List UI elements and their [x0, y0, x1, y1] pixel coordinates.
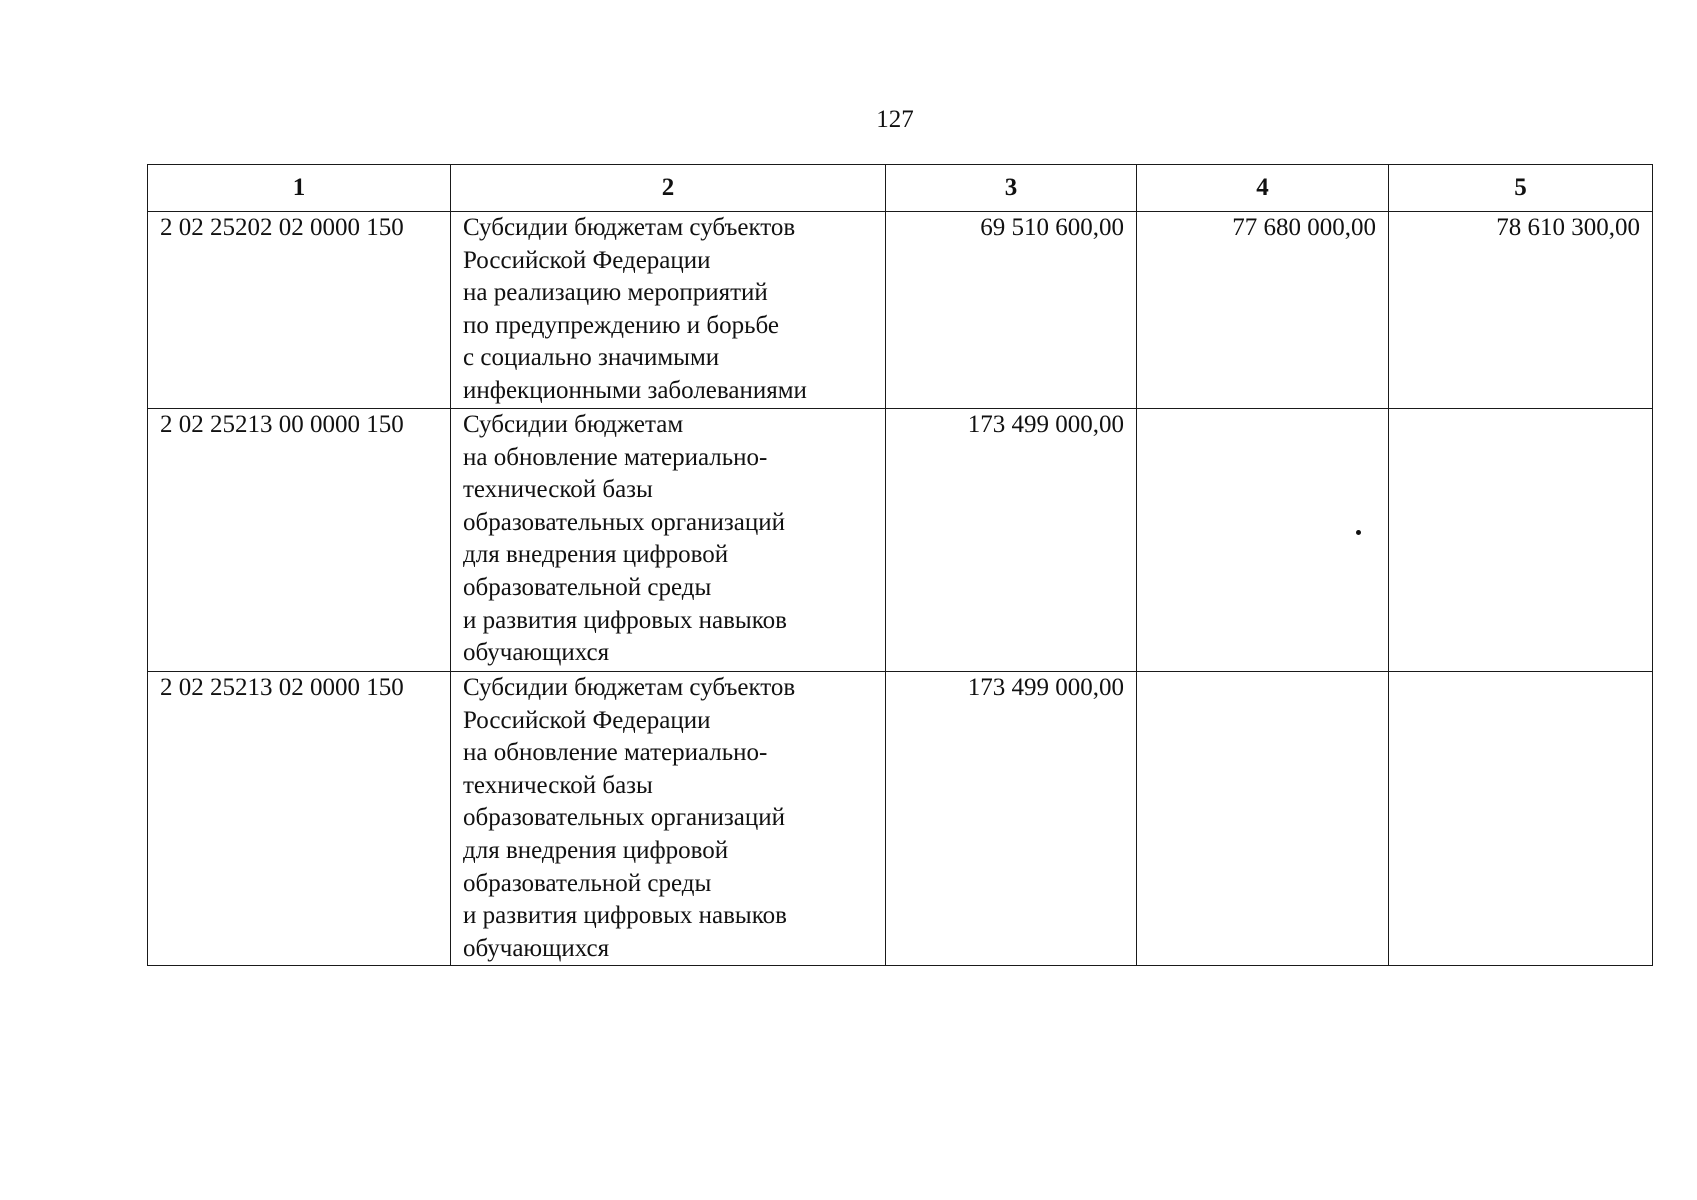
table-row [148, 212, 1653, 409]
table-row [148, 672, 1653, 966]
column-header-1: 1 [148, 165, 451, 212]
description-line: Субсидии бюджетам субъектов [463, 214, 796, 241]
description-line: образовательных организаций [463, 804, 786, 832]
description-line: образовательной среды [463, 869, 712, 897]
description-line: на обновление материально- [463, 443, 768, 471]
description-line: на обновление материально- [463, 739, 768, 767]
budget-code-cell: 2 02 25213 00 0000 150 [148, 409, 451, 672]
column-header-4: 4 [1137, 165, 1389, 212]
table-row [148, 409, 1653, 672]
column-header-5: 5 [1389, 165, 1653, 212]
amount-col4-cell [1137, 409, 1389, 672]
description-line: Российской Федерации [463, 706, 711, 734]
description-line: для внедрения цифровой [463, 541, 729, 569]
scan-speck [1356, 530, 1361, 535]
description-cell [451, 672, 886, 966]
description-line: и развития цифровых навыков [463, 606, 787, 634]
description-cell [451, 409, 886, 672]
amount-col4-cell: 77 680 000,00 [1137, 212, 1389, 409]
description-line: и развития цифровых навыков [463, 902, 787, 930]
budget-code-cell: 2 02 25202 02 0000 150 [148, 212, 451, 409]
description-line: для внедрения цифровой [463, 836, 729, 864]
description-line: по предупреждению и борьбе [463, 311, 779, 339]
table-header-row [148, 165, 1653, 212]
description-line: технической базы [463, 476, 653, 504]
description-line: инфекционными заболеваниями [463, 376, 807, 404]
amount-col5-cell [1389, 409, 1653, 672]
amount-col3-cell: 173 499 000,00 [886, 409, 1137, 672]
description-line: Субсидии бюджетам [463, 411, 684, 438]
budget-table [147, 164, 1653, 966]
description-line: обучающихся [463, 934, 610, 962]
amount-col3-cell: 69 510 600,00 [886, 212, 1137, 409]
description-line: на реализацию мероприятий [463, 279, 768, 307]
description-line: обучающихся [463, 639, 610, 667]
amount-col5-cell: 78 610 300,00 [1389, 212, 1653, 409]
description-line: образовательных организаций [463, 508, 786, 536]
description-line: с социально значимыми [463, 344, 720, 372]
amount-col3-cell: 173 499 000,00 [886, 672, 1137, 966]
column-header-2: 2 [451, 165, 886, 212]
budget-code-cell: 2 02 25213 02 0000 150 [148, 672, 451, 966]
description-line: образовательной среды [463, 573, 712, 601]
amount-col4-cell [1137, 672, 1389, 966]
description-cell [451, 212, 886, 409]
description-line: Субсидии бюджетам субъектов [463, 674, 796, 701]
description-line: Российской Федерации [463, 246, 711, 274]
column-header-3: 3 [886, 165, 1137, 212]
description-line: технической базы [463, 771, 653, 799]
page-number: 127 [876, 106, 914, 133]
amount-col5-cell [1389, 672, 1653, 966]
